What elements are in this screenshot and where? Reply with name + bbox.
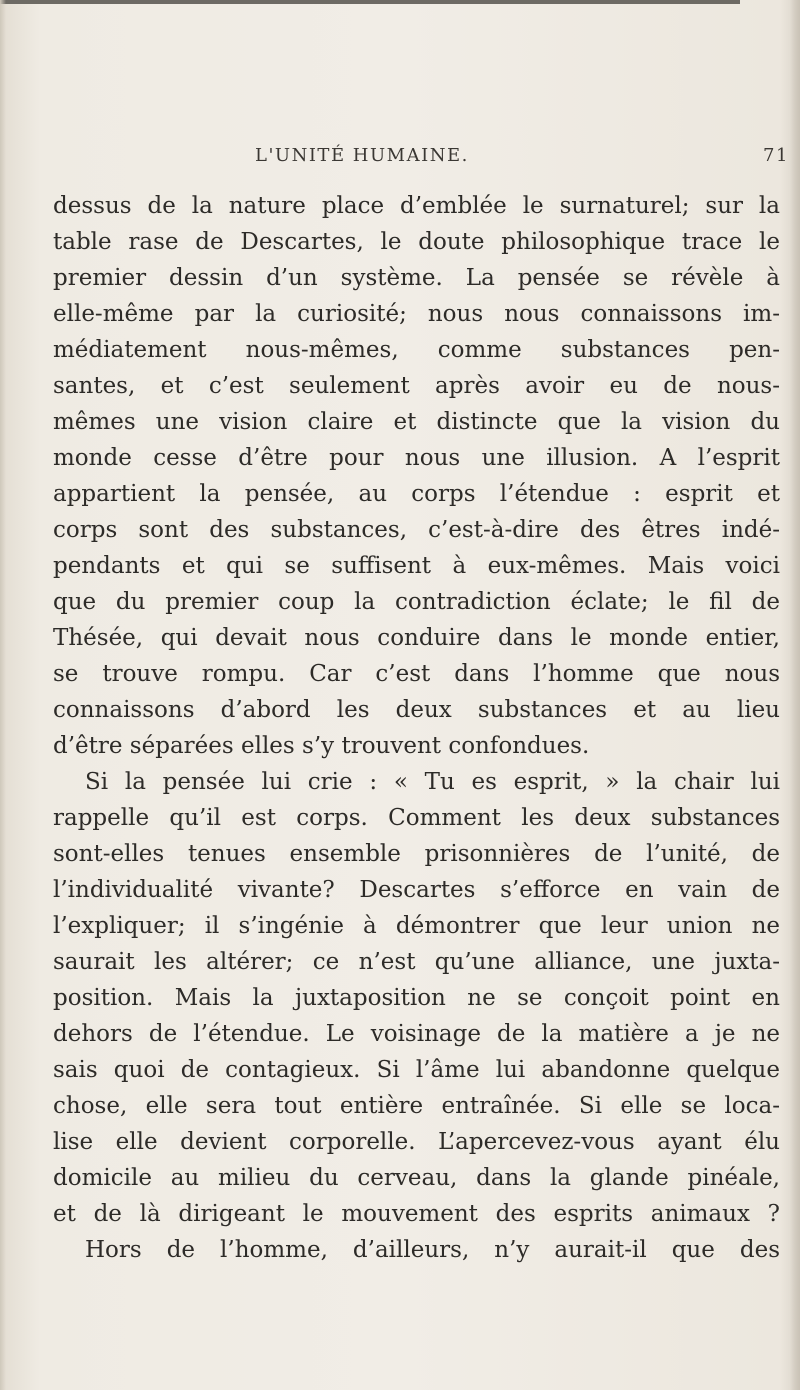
text-line: chose, elle sera tout entière entraînée. Si elle se loca- — [53, 1093, 780, 1119]
text-line: pendants et qui se suffisent à eux-mêmes. Mais voici — [53, 553, 780, 579]
text-line: dessus de la nature place d’emblée le surnaturel; sur la — [53, 193, 780, 219]
text-line: premier dessin d’un système. La pensée se révèle à — [53, 265, 780, 291]
text-line: sont-elles tenues ensemble prisonnières de l’unité, de — [53, 841, 780, 867]
text-line: médiatement nous-mêmes, comme substances pen- — [53, 337, 780, 363]
left-page-shadow — [0, 0, 6, 1390]
text-line: d’être séparées elles s’y trouvent confondues. — [53, 733, 590, 759]
text-line: connaissons d’abord les deux substances et au lieu — [53, 697, 780, 723]
text-line: saurait les altérer; ce n’est qu’une alliance, une juxta- — [53, 949, 780, 975]
text-line: domicile au milieu du cerveau, dans la glande pinéale, — [53, 1165, 780, 1191]
page-header — [255, 145, 789, 175]
text-line: santes, et c’est seulement après avoir eu de nous- — [53, 373, 780, 399]
top-edge-rule — [0, 0, 740, 4]
text-line: se trouve rompu. Car c’est dans l’homme que nous — [53, 661, 780, 687]
text-line: lise elle devient corporelle. L’apercevez-vous ayant élu — [53, 1129, 780, 1155]
running-title: L'UNITÉ HUMAINE. — [255, 145, 469, 166]
text-line: que du premier coup la contradiction éclate; le fil de — [53, 589, 780, 615]
text-line: Hors de l’homme, d’ailleurs, n’y aurait-il que des — [85, 1237, 780, 1263]
text-line: rappelle qu’il est corps. Comment les deux substances — [53, 805, 780, 831]
text-line: l’individualité vivante? Descartes s’efforce en vain de — [53, 877, 780, 903]
paragraph-start-line: Si la pensée lui crie : « Tu es esprit, » la chair lui — [85, 769, 780, 795]
text-line: monde cesse d’être pour nous une illusion. A l’esprit — [53, 445, 780, 471]
text-line: corps sont des substances, c’est-à-dire des êtres indé- — [53, 517, 780, 543]
text-line: mêmes une vision claire et distincte que la vision du — [53, 409, 780, 435]
page-number: 71 — [763, 145, 789, 166]
text-line: appartient la pensée, au corps l’étendue : esprit et — [53, 481, 780, 507]
text-line: position. Mais la juxtaposition ne se conçoit point en — [53, 985, 780, 1011]
text-line: Thésée, qui devait nous conduire dans le monde entier, — [53, 625, 780, 651]
text-line: et de là dirigeant le mouvement des esprits animaux ? — [53, 1201, 780, 1227]
text-line: elle-même par la curiosité; nous nous connaissons im- — [53, 301, 780, 327]
text-line: l’expliquer; il s’ingénie à démontrer que leur union ne — [53, 913, 780, 939]
text-line: dehors de l’étendue. Le voisinage de la matière a je ne — [53, 1021, 780, 1047]
text-line: table rase de Descartes, le doute philosophique trace le — [53, 229, 780, 255]
text-line: sais quoi de contagieux. Si l’âme lui abandonne quelque — [53, 1057, 780, 1083]
right-page-shadow — [790, 0, 800, 1390]
